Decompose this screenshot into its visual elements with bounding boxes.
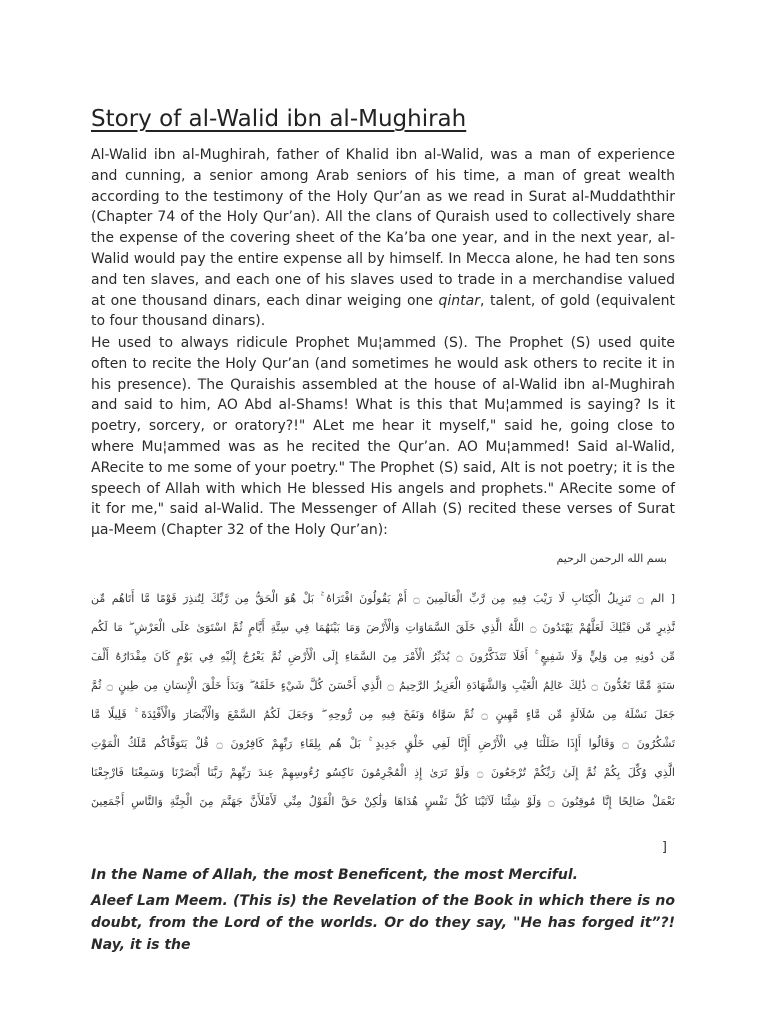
basmala-heading: بسم الله الرحمن الرحيم	[556, 552, 667, 565]
quran-verse-line: نَعْمَلْ صَالِحًا إِنَّا مُوقِنُونَ ۝ وَلَوْ شِئْنَا لَآتَيْنَا كُلَّ نَفْسٍ هُدَاهَا وَلَٰكِنْ حَقَّ الْقَوْلُ مِنِّي لَأَمْلَأَنَّ جَهَنَّمَ مِنَ الْجِنَّةِ وَالنَّاسِ أَجْمَعِينَ	[91, 795, 675, 808]
translation-line-1: In the Name of Allah, the most Beneficent, the most Merciful.	[91, 867, 578, 883]
quran-verses-block	[91, 584, 675, 816]
paragraph-intro-text: Al-Walid ibn al-Mughirah, father of Khalid ibn al-Walid, was a man of experience and cunning, a senior among Arab seniors of his time, a man of great wealth according to the testimony of the Holy Qur’an as we read in Surat al-Muddaththir (Chapter 74 of the Holy Qur’an). All the clans of Quraish used to collectively share the expense of the covering sheet of the Ka’ba one year, and in the next year, al-Walid would pay the entire expense all by himself. In Mecca alone, he had ten sons and ten slaves, and each one of his slaves used to trade in a merchandise valued at one thousand dinars, each dinar weiging one	[91, 147, 675, 309]
closing-bracket: ]	[661, 840, 667, 855]
paragraph-recitation: He used to always ridicule Prophet Mu¦ammed (S). The Prophet (S) used quite often to recite the Holy Qur’an (and sometimes he would ask others to recite it in his presence). The Quraishis assembled at the house of al-Walid ibn al-Mughirah and said to him, AO Abd al-Shams! What is this that Mu¦ammed is saying? Is it poetry, sorcery, or oratory?!" ALet me hear it myself," said he, going close to where Mu¦ammed was as he recited the Qur’an. AO Mu¦ammed! Said al-Walid, ARecite to me some of your poetry." The Prophet (S) said, AIt is not poetry; it is the speech of Allah with which He blessed His angels and prophets." ARecite some of it for me," said al-Walid. The Messenger of Allah (S) recited these verses of Surat µa-Meem (Chapter 32 of the Holy Qur’an):	[91, 335, 675, 539]
page-title: Story of al-Walid ibn al-Mughirah	[91, 106, 467, 132]
quran-verse-line: الَّذِي وُكِّلَ بِكُمْ ثُمَّ إِلَىٰ رَبِّكُمْ تُرْجَعُونَ ۝ وَلَوْ تَرَىٰ إِذِ الْمُجْرِمُونَ نَاكِسُو رُءُوسِهِمْ عِندَ رَبِّهِمْ رَبَّنَا أَبْصَرْنَا وَسَمِعْنَا فَارْجِعْنَا	[91, 766, 675, 779]
quran-verse-line: سَنَةٍ مِّمَّا تَعُدُّونَ ۝ ذَٰلِكَ عَالِمُ الْغَيْبِ وَالشَّهَادَةِ الْعَزِيزُ الرَّحِيمُ ۝ الَّذِي أَحْسَنَ كُلَّ شَيْءٍ خَلَقَهُ ۖ وَبَدَأَ خَلْقَ الْإِنسَانِ مِن طِينٍ ۝ ثُمَّ	[91, 679, 675, 692]
quran-verse-line: نَّذِيرٍ مِّن قَبْلِكَ لَعَلَّهُمْ يَهْتَدُونَ ۝ اللَّهُ الَّذِي خَلَقَ السَّمَاوَاتِ وَالْأَرْضَ وَمَا بَيْنَهُمَا فِي سِتَّةِ أَيَّامٍ ثُمَّ اسْتَوَىٰ عَلَى الْعَرْشِ ۖ مَا لَكُم	[91, 621, 675, 634]
document-page	[91, 104, 676, 953]
quran-verse-line: مِّن دُونِهِ مِن وَلِيٍّ وَلَا شَفِيعٍ ۚ أَفَلَا تَتَذَكَّرُونَ ۝ يُدَبِّرُ الْأَمْرَ مِنَ السَّمَاءِ إِلَى الْأَرْضِ ثُمَّ يَعْرُجُ إِلَيْهِ فِي يَوْمٍ كَانَ مِقْدَارُهُ أَلْفَ	[91, 650, 675, 663]
quran-verse-line: [ الم ۝ تَنزِيلُ الْكِتَابِ لَا رَيْبَ فِيهِ مِن رَّبِّ الْعَالَمِينَ ۝ أَمْ يَقُولُونَ افْتَرَاهُ ۚ بَلْ هُوَ الْحَقُّ مِن رَّبِّكَ لِتُنذِرَ قَوْمًا مَّا أَتَاهُم مِّن	[91, 592, 675, 605]
paragraph-intro-end: , talent, of gold (equivalent to four thousand dinars).	[91, 292, 676, 330]
quran-verse-line: تَشْكُرُونَ ۝ وَقَالُوا أَإِذَا ضَلَلْنَا فِي الْأَرْضِ أَإِنَّا لَفِي خَلْقٍ جَدِيدٍ ۚ بَلْ هُم بِلِقَاءِ رَبِّهِمْ كَافِرُونَ ۝ قُلْ يَتَوَفَّاكُم مَّلَكُ الْمَوْتِ	[91, 737, 675, 750]
quran-verse-line: جَعَلَ نَسْلَهُ مِن سُلَالَةٍ مِّن مَّاءٍ مَّهِينٍ ۝ ثُمَّ سَوَّاهُ وَنَفَخَ فِيهِ مِن رُّوحِهِ ۖ وَجَعَلَ لَكُمُ السَّمْعَ وَالْأَبْصَارَ وَالْأَفْئِدَةَ ۚ قَلِيلًا مَّا	[91, 708, 675, 721]
translation-line-2: Aleef Lam Meem. (This is) the Revelation of the Book in which there is no doubt, from the Lord of the worlds. Or do they say, "He has forged it”?! Nay, it is the	[91, 893, 675, 953]
paragraph-intro	[91, 145, 675, 332]
italic-word: qintar	[438, 292, 481, 309]
